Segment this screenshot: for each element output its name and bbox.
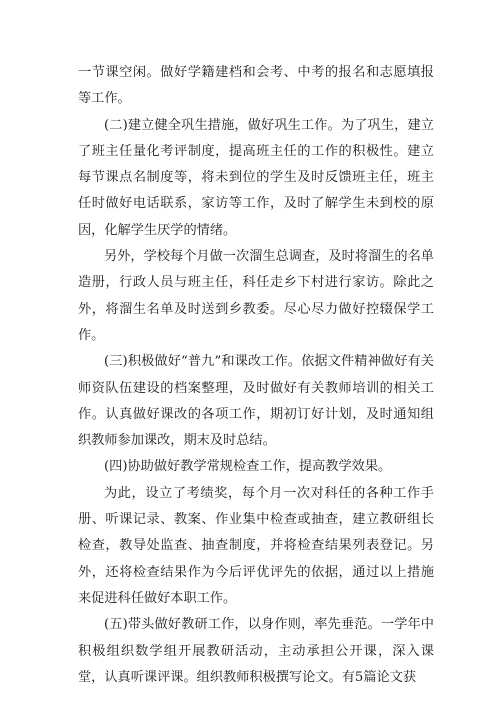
document-body bbox=[78, 60, 434, 691]
paragraph-4: (三)积极做好“普九”和课改工作。依据文件精神做好有关师资队伍建设的档案整理，及时做好有关教师培训的相关工作。认真做好课改的各项工作，期初订好计划，及时通知组织教师参加课改，期末及时总结。 bbox=[78, 354, 434, 449]
paragraph-5: (四)协助做好教学常规检查工作，提高教学效果。 bbox=[104, 459, 392, 475]
paragraph-7: (五)带头做好教研工作，以身作则，率先垂范。一学年中积极组织数学组开展教研活动，主动承担公开课，深入课堂，认真听课评课。组织教师积极撰写论文。有5篇论文获 bbox=[78, 617, 434, 685]
paragraph-3: 另外，学校每个月做一次溜生总调查，及时将溜生的名单造册，行政人员与班主任，科任走乡下村进行家访。除此之外，将溜生名单及时送到乡教委。尽心尽力做好控辍保学工作。 bbox=[78, 249, 434, 343]
paragraph-2: (二)建立健全巩生措施，做好巩生工作。为了巩生，建立了班主任量化考评制度，提高班主任的工作的积极性。建立每节课点名制度等，将未到位的学生及时反馈班主任，班主任时做好电话联系，家访等工作，及时了解学生未到校的原因，化解学生厌学的情绪。 bbox=[78, 117, 434, 238]
paragraph-1: 一节课空闲。做好学籍建档和会考、中考的报名和志愿填报等工作。 bbox=[78, 65, 434, 107]
paragraph-6: 为此，设立了考绩奖，每个月一次对科任的各种工作手册、听课记录、教案、作业集中检查或抽查，建立教研组长检查，教导处监查、抽查制度，并将检查结果列表登记。另外，还将检查结果作为今后评优评先的依据，通过以上措施来促进科任做好本职工作。 bbox=[78, 485, 434, 606]
